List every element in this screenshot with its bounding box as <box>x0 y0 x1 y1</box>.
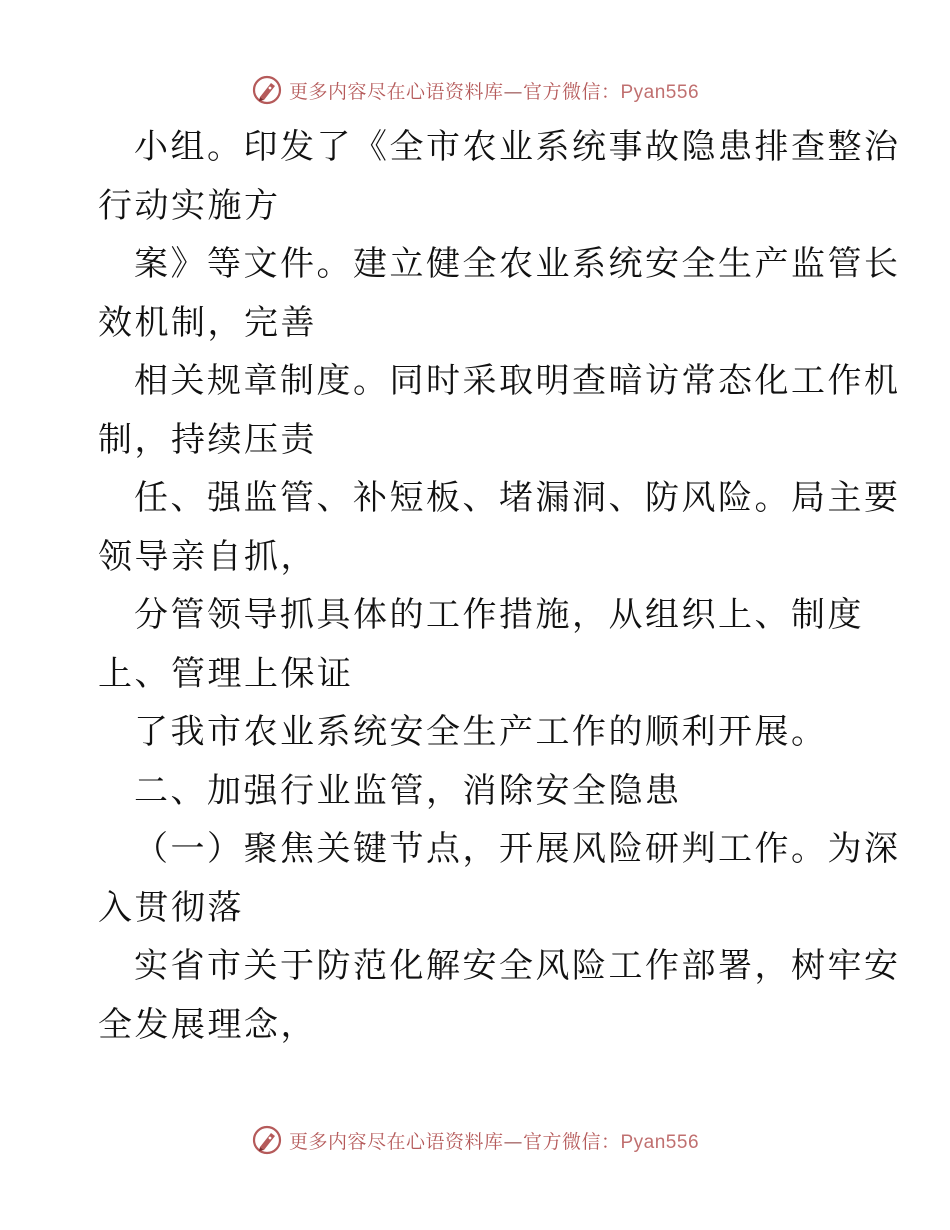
text-line: 分管领导抓具体的工作措施，从组织上、制度 <box>134 595 864 635</box>
text-line: 任、强监管、补短板、堵漏洞、防风险。局主要 <box>134 478 901 518</box>
text-line: 实省市关于防范化解安全风险工作部署，树牢安 <box>134 946 901 986</box>
text-line: 行动实施方 <box>98 185 281 226</box>
header-banner <box>0 70 950 110</box>
footer-banner-main: 更多内容尽在心语资料库 <box>288 1130 504 1153</box>
text-line: 制，持续压责 <box>98 419 317 460</box>
text-line: 领导亲自抓， <box>98 536 317 577</box>
header-banner-separator: — <box>503 80 523 103</box>
section-heading: 二、加强行业监管，消除安全隐患 <box>134 770 682 811</box>
footer-banner-text <box>289 1127 699 1154</box>
footer-banner <box>0 1120 950 1160</box>
footer-banner-suffix: 官方微信： <box>522 1130 621 1153</box>
header-banner-handle: Pyan556 <box>620 81 700 103</box>
text-line: 案》等文件。建立健全农业系统安全生产监管长 <box>134 244 901 284</box>
text-line: 全发展理念， <box>98 1004 317 1045</box>
text-line: 相关规章制度。同时采取明查暗访常态化工作机 <box>134 361 901 401</box>
document-body <box>98 118 901 1054</box>
footer-banner-separator: — <box>503 1130 523 1153</box>
pen-nib-logo-icon <box>251 74 283 106</box>
text-line: 效机制，完善 <box>98 302 317 343</box>
header-banner-text <box>289 77 699 104</box>
text-line: 上、管理上保证 <box>98 653 354 694</box>
header-banner-suffix: 官方微信： <box>522 80 621 103</box>
text-line: 了我市农业系统安全生产工作的顺利开展。 <box>134 712 828 752</box>
text-line: （一）聚焦关键节点，开展风险研判工作。为深 <box>134 829 901 869</box>
text-line: 小组。印发了《全市农业系统事故隐患排查整治 <box>134 127 901 167</box>
footer-banner-handle: Pyan556 <box>620 1131 700 1153</box>
pen-nib-logo-icon <box>251 1124 283 1156</box>
header-banner-main: 更多内容尽在心语资料库 <box>288 80 504 103</box>
text-line: 入贯彻落 <box>98 887 244 928</box>
